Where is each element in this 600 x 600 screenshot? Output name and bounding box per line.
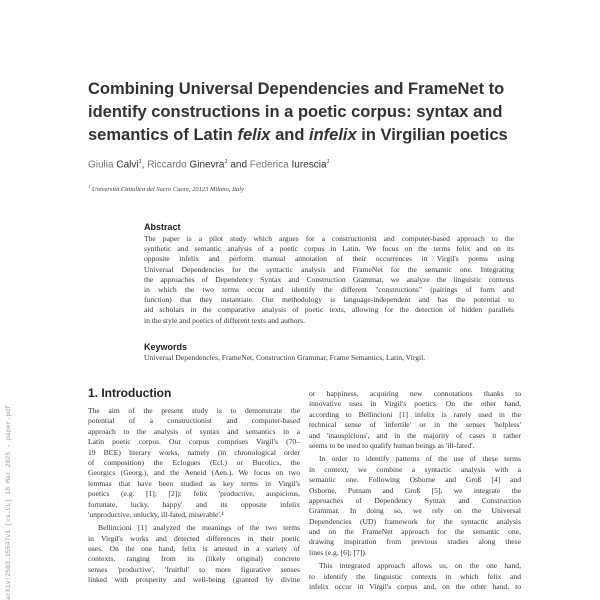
text-line: fortunate, lucky, happy' and its opposite infelix	[88, 499, 300, 509]
text-line: opposite infelix and perform manual annotation of their occurrences in Virgil's poems using	[144, 254, 514, 264]
text-line: Grammar. In doing so, we rely on the Universal	[309, 506, 521, 516]
text-line: contexts, ranging from its (likely original) concrete	[88, 554, 300, 564]
text-line: lemmas that have been studied as key terms in Virgil's	[88, 478, 300, 488]
text-line: technical sense of 'infertile' or in the senses 'helpless'	[309, 420, 521, 430]
text-line: or happiness, acquiring new connotations thanks to	[309, 389, 521, 398]
text-line: Dependencies (UD) framework for the syntactic analysis	[309, 516, 521, 526]
author-1-sup: 1	[138, 159, 142, 165]
author-2-sup: 1	[224, 159, 228, 165]
text-line: Osborne, Putnam and Groß [5], we integrate the	[309, 485, 521, 495]
text-line: to identify the linguistic contexts in which felix and	[309, 571, 521, 581]
left-column	[88, 406, 300, 586]
text-line: approach to the analysis of syntax and semantics in a	[88, 426, 300, 436]
text-line: potential of a constructionist and computer-based	[88, 416, 300, 426]
title-line-3: semantics of Latin felix and infelix in Virgilian poetics	[88, 126, 508, 144]
text-line: innovative uses in Virgil's poetics. On the other hand,	[309, 399, 521, 409]
author-3-sup: 1	[326, 159, 330, 165]
author-2-first: Riccardo	[147, 159, 190, 171]
text-line: approaches of Dependency Syntax and Construction	[309, 495, 521, 505]
text-line: drawing inspiration from previous studies along these	[309, 537, 521, 547]
keywords-text: Universal Dependencies, FrameNet, Construction Grammar, Frame Semantics, Latin, Virgil.	[144, 353, 426, 362]
text-line: in the style and poetics of different texts and authors.	[144, 315, 305, 325]
author-1-first: Giulia	[88, 159, 117, 171]
paper-title	[88, 78, 548, 147]
author-1-last: Calvi	[116, 159, 139, 171]
text-line: in which the two terms occur and identify the different "constructions" (pairings of form and	[144, 284, 514, 294]
text-line: 19 BCE) literary works, namely (in chronological order	[88, 447, 300, 457]
text-line: This integrated approach allows us, on the one hand,	[319, 561, 521, 571]
text-line: according to Bellincioni [1] infelix is rarely used in the	[309, 409, 521, 419]
text-line: of composition) the Eclogues (Ecl.) or Bucolics, the	[88, 457, 300, 467]
text-line: Universal Dependencies for the syntactic analysis and FrameNet for the semantic one. Integrating	[144, 264, 514, 274]
text-line: poetics (e.g. [1]; [2]): felix 'productive, auspicious,	[88, 489, 300, 499]
affiliation: $^1$ Università Cattolica del Sacro Cuore, 20123 Milano, Italy	[88, 184, 244, 194]
abstract-body	[144, 234, 514, 326]
text-line: uses. On the one hand, felix is attested in a variety of	[88, 544, 300, 554]
text-line: the approaches of Dependency Syntax and Construction Grammar, we analyze the linguistic contexts	[144, 274, 514, 284]
text-line: The aim of the present study is to demonstrate the	[88, 406, 300, 415]
text-line: linked with prosperity and well-being (granted by divine	[88, 575, 300, 585]
abstract-heading: Abstract	[144, 222, 181, 232]
text-line: The paper is a pilot study which argues for a constructionist and computer-based approach to the	[144, 234, 514, 243]
arxiv-sidebar	[2, 380, 16, 600]
section-heading-introduction: 1. Introduction	[88, 386, 172, 400]
text-line: in Virgil's works and detected differences in their poetic	[88, 533, 300, 543]
author-3-first: Federica	[249, 159, 292, 171]
author-list: Giulia Calvi$^1$, Riccardo Ginevra$^1$ and Federica Iurescia$^1$	[88, 159, 330, 171]
text-line: senses 'productive', 'fruitful' to more figurative senses	[88, 564, 300, 574]
text-line: aid scholars in the comparative analysis of poetic texts, allowing for the detection of hidden parallels	[144, 305, 514, 315]
author-3-last: Iurescia	[291, 159, 327, 171]
text-line: and 'inauspicious', and in the majority of cases it rather	[309, 430, 521, 440]
text-line: in context, we combine a syntactic analysis with a	[309, 464, 521, 474]
text-line: Latin poetic corpus. Our corpus comprises Virgil's (70–	[88, 437, 300, 447]
text-line: seems to be used to qualify human beings as 'ill-fated'.	[309, 440, 475, 450]
right-column	[309, 389, 521, 592]
text-line: function) that they instantiate. Our methodology is language-independent and has the potential to	[144, 295, 514, 305]
title-line-2: identify constructions in a poetic corpus: syntax and	[88, 103, 503, 121]
arxiv-id-text: arXiv:2503.15547v1 [cs.CL] 18 Mar 2025 - paper.pdf	[5, 404, 12, 600]
text-line: semantic one. Following Osborne and Groß [4] and	[309, 475, 521, 485]
text-line: and on the FrameNet approach for the semantic one,	[309, 527, 521, 537]
text-line: lines (e.g. [6]; [7]).	[309, 547, 367, 557]
text-line: synthetic and semantic analysis of a poetic corpus in Latin. We focus on the terms felix and on its	[144, 244, 514, 254]
text-line: In order to identify patterns of the use of these terms	[319, 454, 521, 464]
title-line-1: Combining Universal Dependencies and FrameNet to	[88, 80, 505, 98]
author-2-last: Ginevra	[189, 159, 225, 171]
text-line: infelix occur in Virgil's corpus and, on the other hand, to	[309, 582, 521, 592]
text-line: 'unproductive, unlucky, ill-fated, miserable'.¹	[88, 509, 224, 519]
keywords-heading: Keywords	[144, 342, 188, 352]
text-line: Bellincioni [1] analyzed the meanings of the two terms	[98, 523, 300, 533]
text-line: Georgics (Georg.), and the Aeneid (Aen.). We focus on two	[88, 468, 300, 478]
